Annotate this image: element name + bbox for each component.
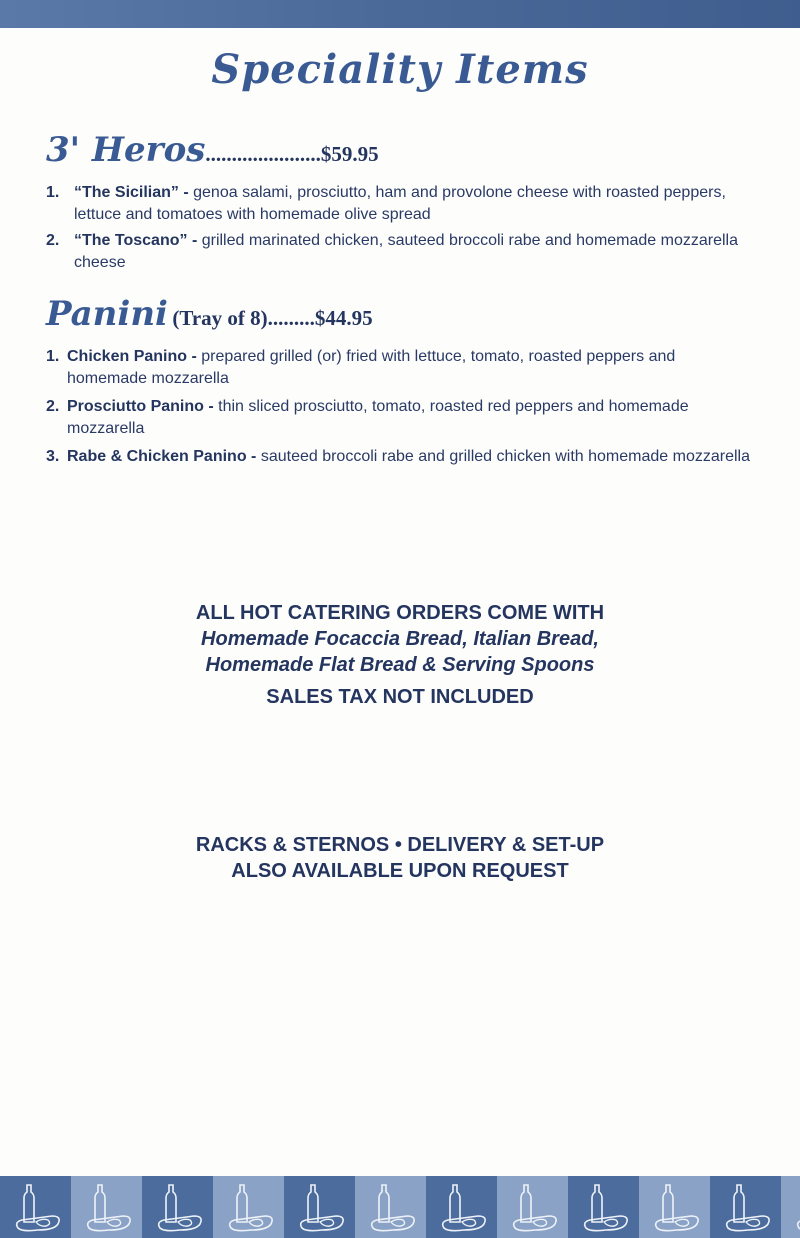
price-leader-dots: ......................	[205, 142, 321, 166]
notice-line: Homemade Flat Bread & Serving Spoons	[205, 654, 595, 676]
footer-tile	[781, 1176, 800, 1238]
footer-tile	[710, 1176, 781, 1238]
footer-tile	[355, 1176, 426, 1238]
item-name: “The Sicilian” -	[74, 184, 189, 201]
services-notice	[0, 832, 800, 884]
footer-tile	[71, 1176, 142, 1238]
section-price: $59.95	[320, 142, 379, 166]
list-item	[46, 446, 756, 468]
section-title: 3' Heros	[46, 130, 206, 170]
footer-tile	[568, 1176, 639, 1238]
section-title: Panini	[46, 294, 168, 334]
panini-item-list	[46, 346, 756, 468]
notice-line: Homemade Focaccia Bread, Italian Bread,	[201, 628, 599, 650]
footer-tile	[497, 1176, 568, 1238]
list-item	[46, 396, 756, 440]
catering-notice	[0, 600, 800, 710]
sales-tax-note: SALES TAX NOT INCLUDED	[266, 686, 534, 708]
heros-item-list	[46, 182, 756, 274]
item-number: 2.	[46, 398, 60, 415]
footer-tile	[284, 1176, 355, 1238]
top-border-band	[0, 0, 800, 28]
item-name: Chicken Panino -	[67, 348, 197, 365]
section-heading-heros	[46, 130, 379, 170]
list-item	[46, 182, 756, 226]
services-line: RACKS & STERNOS • DELIVERY & SET-UP	[195, 834, 605, 856]
item-number: 3.	[46, 448, 60, 465]
item-description: grilled marinated chicken, sauteed broccoli rabe and homemade mozzarella cheese	[74, 232, 738, 271]
item-name: Prosciutto Panino -	[67, 398, 214, 415]
item-description: thin sliced prosciutto, tomato, roasted red peppers and homemade mozzarella	[67, 398, 689, 437]
notice-line: ALL HOT CATERING ORDERS COME WITH	[195, 602, 605, 624]
item-number: 2.	[46, 232, 60, 249]
item-number: 1.	[46, 184, 60, 201]
footer-tile	[0, 1176, 71, 1238]
list-item	[46, 346, 756, 390]
item-name: “The Toscano” -	[74, 232, 198, 249]
item-description: sauteed broccoli rabe and grilled chicken with homemade mozzarella	[256, 448, 750, 465]
list-item	[46, 230, 756, 274]
price-leader-dots: .........	[267, 306, 315, 330]
tray-size: (Tray of 8)	[172, 306, 268, 330]
section-heading-panini	[46, 294, 373, 334]
footer-tile	[142, 1176, 213, 1238]
footer-tile	[639, 1176, 710, 1238]
services-line: ALSO AVAILABLE UPON REQUEST	[231, 860, 569, 882]
item-number: 1.	[46, 348, 60, 365]
bottom-decorative-band	[0, 1176, 800, 1238]
section-price: $44.95	[314, 306, 373, 330]
footer-tile	[213, 1176, 284, 1238]
item-name: Rabe & Chicken Panino -	[67, 448, 257, 465]
page-title: Speciality Items	[211, 46, 589, 93]
item-description: prepared grilled (or) fried with lettuce, tomato, roasted peppers and homemade mozzarella	[67, 348, 676, 387]
item-description: genoa salami, prosciutto, ham and provolone cheese with roasted peppers, lettuce and tomatoes with homemade olive spread	[74, 184, 726, 223]
footer-tile	[426, 1176, 497, 1238]
